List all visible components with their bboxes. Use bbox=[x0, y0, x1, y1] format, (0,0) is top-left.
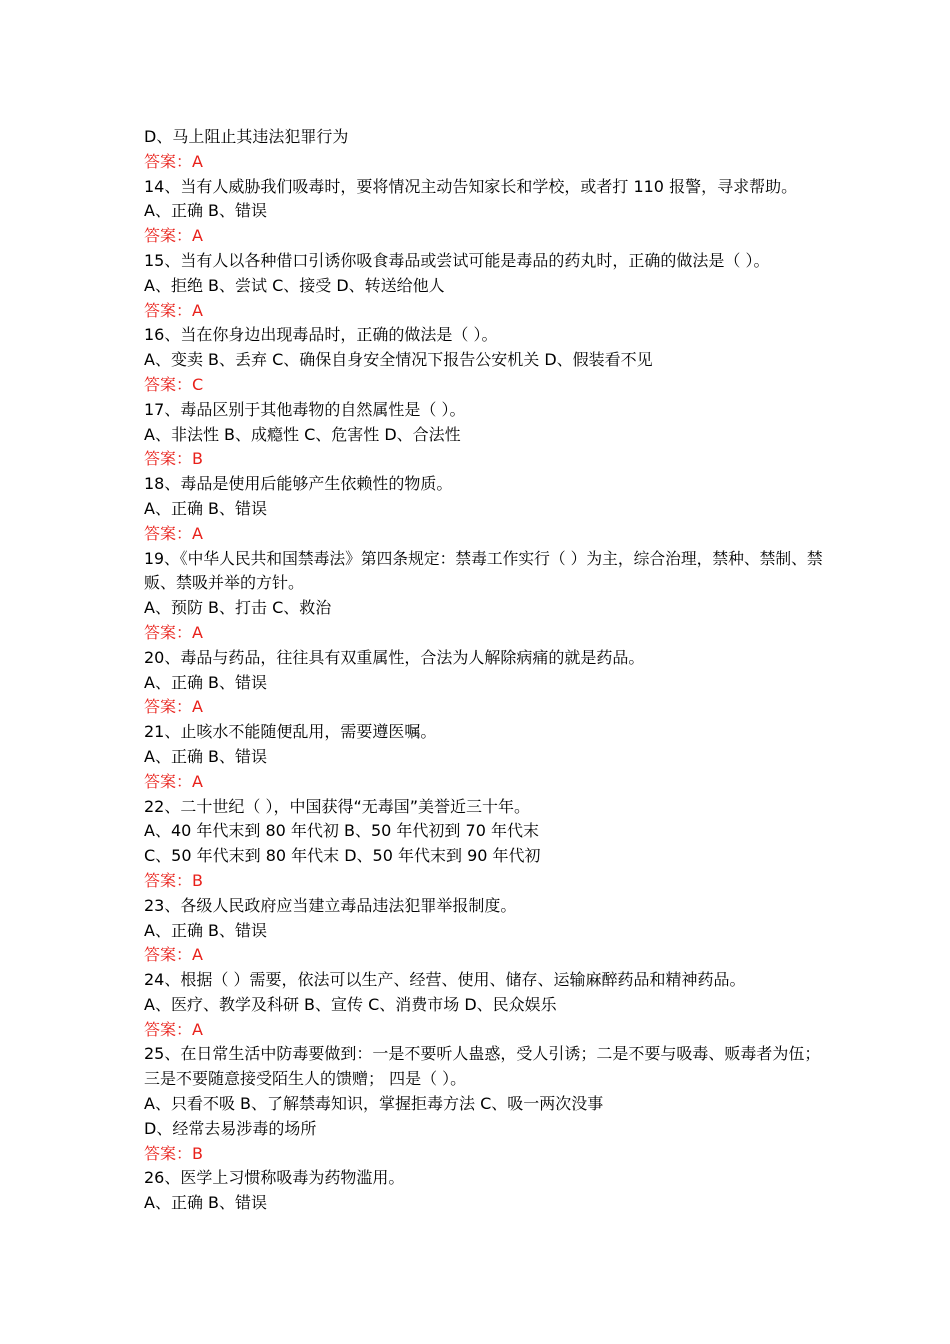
question-text: 20、毒品与药品，往往具有双重属性，合法为人解除病痛的就是药品。 bbox=[144, 647, 645, 667]
question-text: 22、二十世纪（ ），中国获得“无毒国”美誉近三十年。 bbox=[144, 796, 531, 816]
answer-key: 答案：B bbox=[144, 449, 203, 469]
answer-options: A、正确 B、错误 bbox=[144, 672, 268, 692]
answer-key: 答案：B bbox=[144, 870, 203, 890]
answer-options: A、非法性 B、成瘾性 C、危害性 D、合法性 bbox=[144, 424, 461, 444]
question-text: 23、各级人民政府应当建立毒品违法犯罪举报制度。 bbox=[144, 895, 517, 915]
answer-options: A、预防 B、打击 C、救治 bbox=[144, 598, 332, 618]
question-text: 26、医学上习惯称吸毒为药物滥用。 bbox=[144, 1168, 405, 1188]
question-text: 15、当有人以各种借口引诱你吸食毒品或尝试可能是毒品的药丸时，正确的做法是（ ）。 bbox=[144, 250, 770, 270]
answer-key: 答案：A bbox=[144, 523, 203, 543]
question-text: 17、毒品区别于其他毒物的自然属性是（ ）。 bbox=[144, 399, 466, 419]
answer-options: A、正确 B、错误 bbox=[144, 1193, 268, 1213]
answer-key: 答案：A bbox=[144, 622, 203, 642]
answer-options: A、只看不吸 B、了解禁毒知识，掌握拒毒方法 C、吸一两次没事 bbox=[144, 1094, 604, 1114]
answer-options: A、正确 B、错误 bbox=[144, 201, 268, 221]
answer-options: A、正确 B、错误 bbox=[144, 498, 268, 518]
question-text: 三是不要随意接受陌生人的馈赠； 四是（ ）。 bbox=[144, 1069, 467, 1089]
answer-options: A、40 年代末到 80 年代初 B、50 年代初到 70 年代末 bbox=[144, 821, 539, 841]
question-text: 14、当有人威胁我们吸毒时，要将情况主动告知家长和学校，或者打 110 报警，寻求帮助。 bbox=[144, 176, 798, 196]
answer-options: A、变卖 B、丢弃 C、确保自身安全情况下报告公安机关 D、假装看不见 bbox=[144, 350, 653, 370]
question-text: 16、当在你身边出现毒品时，正确的做法是（ ）。 bbox=[144, 325, 498, 345]
question-text: 24、根据（ ）需要，依法可以生产、经营、使用、储存、运输麻醉药品和精神药品。 bbox=[144, 970, 746, 990]
answer-key: 答案：A bbox=[144, 771, 203, 791]
answer-options: D、马上阻止其违法犯罪行为 bbox=[144, 127, 349, 146]
answer-key: 答案：A bbox=[144, 151, 203, 171]
answer-key: 答案：A bbox=[144, 226, 203, 246]
answer-options: A、正确 B、错误 bbox=[144, 920, 268, 940]
answer-key: 答案：A bbox=[144, 300, 203, 320]
question-text: 19、《中华人民共和国禁毒法》第四条规定：禁毒工作实行（ ）为主，综合治理，禁种、禁制、禁 bbox=[144, 548, 823, 568]
question-text: 21、止咳水不能随便乱用，需要遵医嘱。 bbox=[144, 722, 437, 742]
answer-key: 答案：A bbox=[144, 1019, 203, 1039]
answer-options: C、50 年代末到 80 年代末 D、50 年代末到 90 年代初 bbox=[144, 846, 541, 866]
answer-key: 答案：A bbox=[144, 945, 203, 965]
quiz-content bbox=[144, 125, 824, 1216]
question-text: 贩、禁吸并举的方针。 bbox=[144, 573, 305, 593]
answer-key: 答案：C bbox=[144, 374, 204, 394]
question-text: 18、毒品是使用后能够产生依赖性的物质。 bbox=[144, 474, 453, 494]
answer-options: A、正确 B、错误 bbox=[144, 746, 268, 766]
answer-key: 答案：B bbox=[144, 1143, 203, 1163]
answer-options: A、医疗、教学及科研 B、宣传 C、消费市场 D、民众娱乐 bbox=[144, 994, 557, 1014]
answer-options: D、经常去易涉毒的场所 bbox=[144, 1118, 317, 1138]
question-text: 25、在日常生活中防毒要做到：一是不要听人蛊惑，受人引诱；二是不要与吸毒、贩毒者为伍； bbox=[144, 1044, 821, 1064]
answer-options: A、拒绝 B、尝试 C、接受 D、转送给他人 bbox=[144, 275, 445, 295]
answer-key: 答案：A bbox=[144, 697, 203, 717]
